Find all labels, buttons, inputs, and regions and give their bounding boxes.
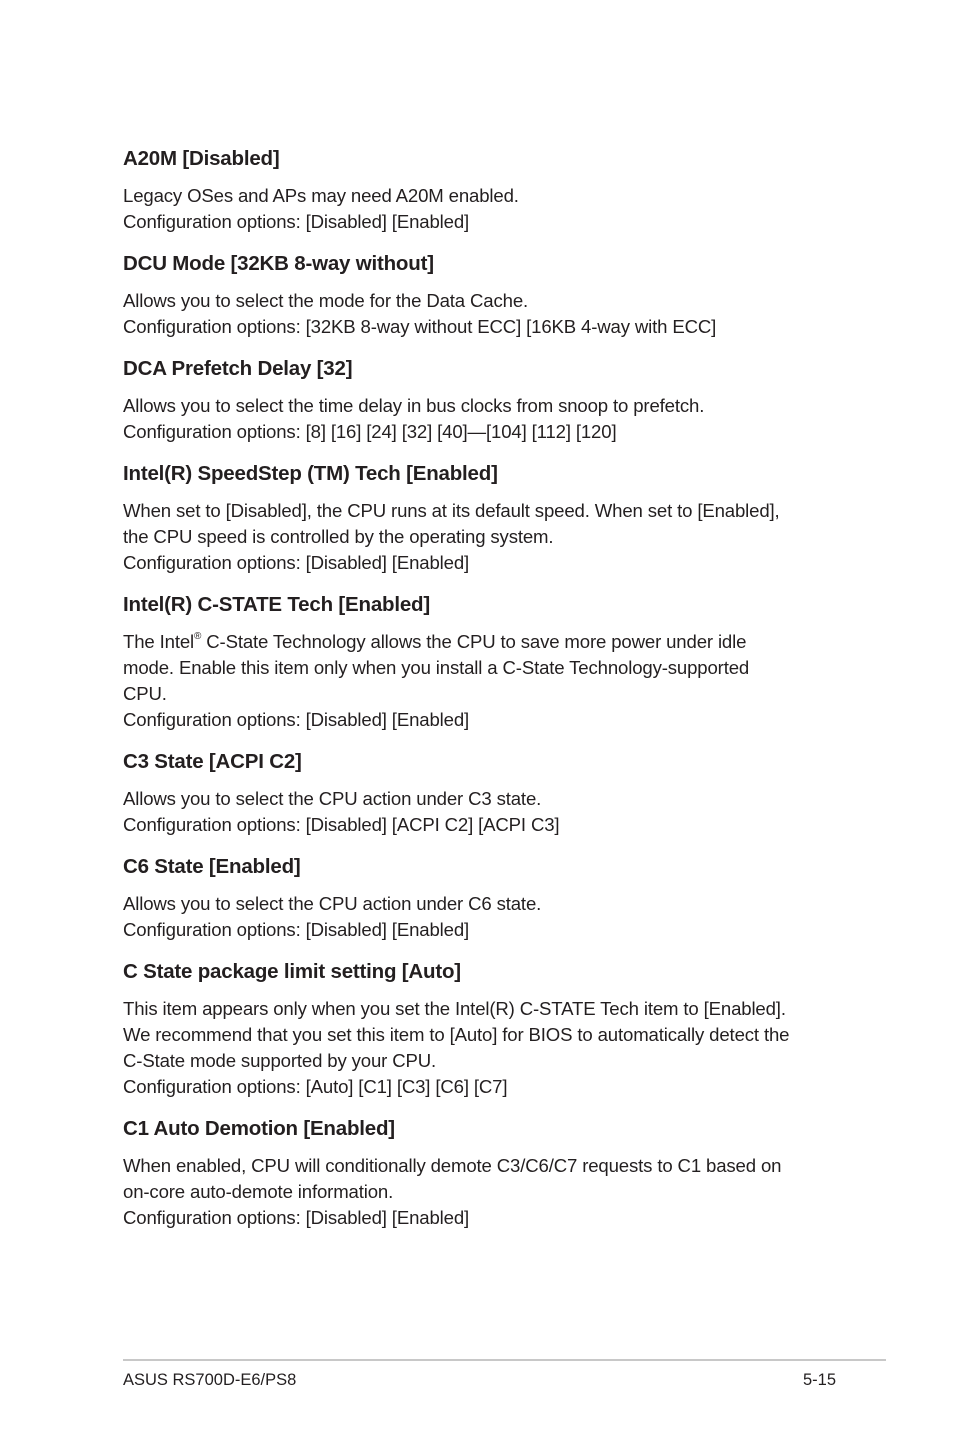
section-heading: C1 Auto Demotion [Enabled] (123, 1117, 395, 1140)
section-heading: DCA Prefetch Delay [32] (123, 357, 353, 380)
section-line: Configuration options: [Disabled] [Enabled] (123, 919, 470, 940)
section-line: Configuration options: [32KB 8-way without ECC] [16KB 4-way with ECC] (123, 316, 717, 337)
section-line: Configuration options: [Auto] [C1] [C3] [C6] [C7] (123, 1076, 508, 1097)
section-c-state-package-limit (123, 958, 843, 1100)
footer-page-number: 5-15 (802, 1371, 836, 1389)
section-line: C-State mode supported by your CPU. (123, 1050, 437, 1071)
section-line: mode. Enable this item only when you install a C-State Technology-supported (123, 657, 750, 678)
section-a20m (123, 145, 843, 235)
section-line: We recommend that you set this item to [Auto] for BIOS to automatically detect the (123, 1024, 790, 1045)
section-dcu-mode (123, 250, 843, 340)
section-line (123, 629, 843, 655)
section-heading: Intel(R) SpeedStep (TM) Tech [Enabled] (123, 462, 498, 485)
section-line: Configuration options: [Disabled] [Enabled] (123, 1207, 470, 1228)
line-text: C-State Technology allows the CPU to save more power under idle (201, 631, 747, 652)
footer-product-name: ASUS RS700D-E6/PS8 (123, 1371, 297, 1389)
registered-mark: ® (194, 631, 202, 642)
section-line: on-core auto-demote information. (123, 1181, 394, 1202)
section-line: Allows you to select the CPU action under C3 state. (123, 788, 542, 809)
section-line: Configuration options: [Disabled] [ACPI C2] [ACPI C3] (123, 814, 560, 835)
section-c3-state (123, 748, 843, 838)
section-line: When set to [Disabled], the CPU runs at its default speed. When set to [Enabled], (123, 500, 780, 521)
section-dca-prefetch-delay (123, 355, 843, 445)
section-line: the CPU speed is controlled by the operating system. (123, 526, 554, 547)
page-content (123, 145, 843, 1246)
section-heading: C3 State [ACPI C2] (123, 750, 302, 773)
footer-divider (123, 1359, 886, 1361)
line-text: The Intel (123, 631, 195, 652)
section-speedstep (123, 460, 843, 576)
section-c-state-tech (123, 591, 843, 733)
section-line: Configuration options: [Disabled] [Enabled] (123, 552, 470, 573)
section-line: Configuration options: [8] [16] [24] [32] [40]—[104] [112] [120] (123, 421, 617, 442)
section-heading: Intel(R) C-STATE Tech [Enabled] (123, 593, 430, 616)
section-c6-state (123, 853, 843, 943)
section-line: Allows you to select the mode for the Data Cache. (123, 290, 529, 311)
section-heading: C6 State [Enabled] (123, 855, 301, 878)
section-line: Configuration options: [Disabled] [Enabled] (123, 709, 470, 730)
section-line: Allows you to select the time delay in bus clocks from snoop to prefetch. (123, 395, 705, 416)
section-heading: C State package limit setting [Auto] (123, 960, 461, 983)
section-line: Allows you to select the CPU action under C6 state. (123, 893, 542, 914)
section-line: CPU. (123, 683, 167, 704)
section-line: This item appears only when you set the Intel(R) C-STATE Tech item to [Enabled]. (123, 998, 786, 1019)
section-line: Legacy OSes and APs may need A20M enabled. (123, 185, 519, 206)
section-heading: DCU Mode [32KB 8-way without] (123, 252, 434, 275)
section-line: When enabled, CPU will conditionally demote C3/C6/C7 requests to C1 based on (123, 1155, 782, 1176)
section-c1-auto-demotion (123, 1115, 843, 1231)
section-line: Configuration options: [Disabled] [Enabled] (123, 211, 470, 232)
section-heading: A20M [Disabled] (123, 147, 280, 170)
